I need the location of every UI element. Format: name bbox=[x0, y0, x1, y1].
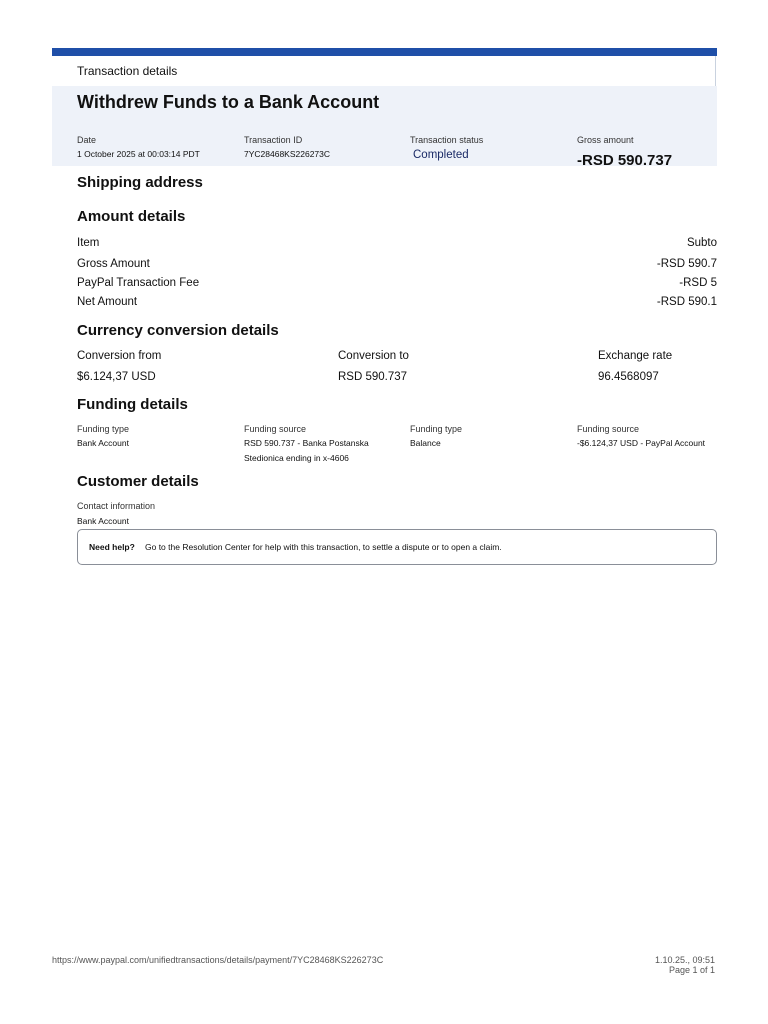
need-help-box bbox=[77, 529, 717, 565]
footer-page-number: Page 1 of 1 bbox=[668, 965, 715, 975]
gross-amount-row-value: -RSD 590.7 bbox=[656, 258, 717, 270]
funding-type-label-1: Funding type bbox=[77, 424, 130, 434]
conversion-to-value: RSD 590.737 bbox=[338, 371, 408, 383]
item-column-label: Item bbox=[77, 237, 100, 249]
exchange-rate-value: 96.4568097 bbox=[598, 371, 659, 383]
gross-amount-value: -RSD 590.737 bbox=[577, 152, 673, 169]
conversion-from-label: Conversion from bbox=[77, 350, 162, 362]
contact-information-value: Bank Account bbox=[77, 516, 129, 526]
gross-amount-label: Gross amount bbox=[577, 135, 634, 145]
footer-url: https://www.paypal.com/unifiedtransactions/details/payment/7YC28468KS226273C bbox=[52, 955, 384, 965]
transaction-id-label: Transaction ID bbox=[244, 135, 303, 145]
contact-information-label: Contact information bbox=[77, 501, 156, 511]
funding-source-label-2: Funding source bbox=[577, 424, 640, 434]
net-amount-row-label: Net Amount bbox=[77, 296, 138, 308]
conversion-from-value: $6.124,37 USD bbox=[77, 371, 156, 383]
transaction-status-value: Completed bbox=[413, 149, 469, 161]
net-amount-row-value: -RSD 590.1 bbox=[656, 296, 717, 308]
amount-details-heading: Amount details bbox=[77, 208, 186, 225]
funding-source-label-1: Funding source bbox=[244, 424, 307, 434]
date-label: Date bbox=[77, 135, 97, 145]
gross-amount-row-label: Gross Amount bbox=[77, 258, 150, 270]
top-accent-bar bbox=[52, 48, 717, 56]
currency-conversion-heading: Currency conversion details bbox=[77, 322, 279, 339]
page-right-edge bbox=[715, 56, 716, 86]
page-title: Withdrew Funds to a Bank Account bbox=[77, 92, 380, 112]
fee-row-label: PayPal Transaction Fee bbox=[77, 277, 200, 289]
funding-source-value-1-line1: RSD 590.737 - Banka Postanska bbox=[244, 438, 369, 448]
transaction-id-value: 7YC28468KS226273C bbox=[244, 149, 331, 159]
exchange-rate-label: Exchange rate bbox=[598, 350, 673, 362]
transaction-status-label: Transaction status bbox=[410, 135, 484, 145]
transaction-details-page bbox=[52, 56, 717, 576]
fee-row-value: -RSD 5 bbox=[679, 277, 717, 289]
shipping-address-heading: Shipping address bbox=[77, 174, 203, 191]
need-help-label: Need help? bbox=[89, 542, 135, 552]
date-value: 1 October 2025 at 00:03:14 PDT bbox=[77, 149, 200, 159]
footer-datetime: 1.10.25., 09:51 bbox=[654, 955, 715, 965]
need-help-text[interactable]: Go to the Resolution Center for help with this transaction, to settle a dispute or to open a claim. bbox=[145, 542, 502, 552]
funding-details-heading: Funding details bbox=[77, 396, 188, 413]
footer-meta bbox=[655, 955, 715, 975]
funding-source-value-2: -$6.124,37 USD - PayPal Account bbox=[577, 438, 706, 448]
funding-type-value-2: Balance bbox=[410, 438, 441, 448]
funding-type-value-1: Bank Account bbox=[77, 438, 129, 448]
customer-details-heading: Customer details bbox=[77, 473, 199, 490]
page-header-label: Transaction details bbox=[77, 64, 178, 78]
funding-type-label-2: Funding type bbox=[410, 424, 463, 434]
funding-source-value-1-line2: Stedionica ending in x-4606 bbox=[244, 453, 349, 463]
subtotal-column-label: Subto bbox=[686, 237, 717, 249]
conversion-to-label: Conversion to bbox=[338, 350, 409, 362]
